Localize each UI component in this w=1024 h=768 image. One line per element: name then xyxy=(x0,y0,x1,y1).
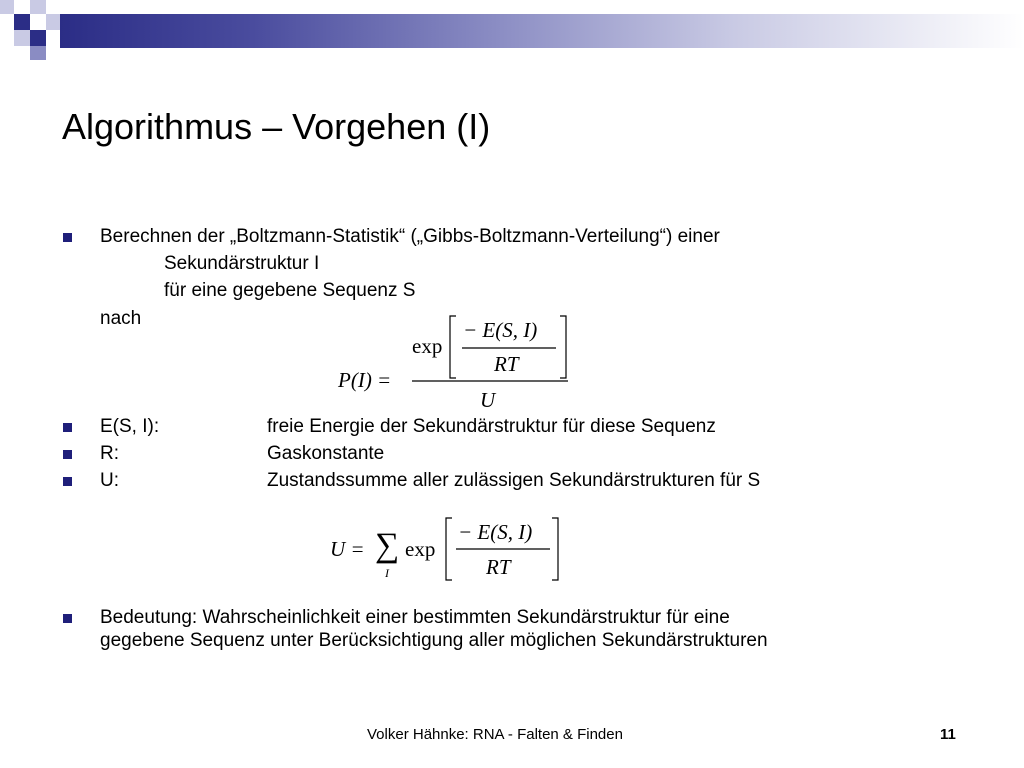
bullet-3-term: R: xyxy=(100,443,119,464)
slide-title: Algorithmus – Vorgehen (I) xyxy=(62,106,491,147)
formula-1-exp: exp xyxy=(412,334,443,358)
page-number: 11 xyxy=(940,726,956,743)
bullet-2-description: freie Energie der Sekundärstruktur für diese Sequenz xyxy=(267,416,716,437)
formula-1-inner-numerator: − E(S, I) xyxy=(463,318,538,342)
bullet-5-line-1: Bedeutung: Wahrscheinlichkeit einer bestimmten Sekundärstruktur für eine xyxy=(100,607,730,628)
bullet-marker xyxy=(63,233,72,242)
footer-text: Volker Hähnke: RNA - Falten & Finden xyxy=(367,726,623,743)
bullet-2-term: E(S, I): xyxy=(100,416,160,437)
bullet-1-line-3: für eine gegebene Sequenz S xyxy=(164,280,416,301)
bullet-marker xyxy=(63,423,72,432)
formula-2-sum: ∑ xyxy=(375,527,400,564)
bullet-marker xyxy=(63,614,72,623)
bullet-5-line-2: gegebene Sequenz unter Berücksichtigung aller möglichen Sekundärstrukturen xyxy=(100,630,768,651)
bullet-marker xyxy=(63,450,72,459)
formula-1-lhs: P(I) = xyxy=(338,368,392,392)
bullet-3-description: Gaskonstante xyxy=(267,443,385,464)
bullet-1-line-4: nach xyxy=(100,308,142,329)
formula-1-inner-denominator: RT xyxy=(494,352,519,376)
formula-2-inner-denominator: RT xyxy=(486,555,511,579)
formula-2-lhs: U = xyxy=(330,537,365,561)
bullet-4-description: Zustandssumme aller zulässigen Sekundärstrukturen für S xyxy=(267,470,761,491)
formula-2-sum-index: I xyxy=(385,566,389,580)
bullet-marker xyxy=(63,477,72,486)
formula-2-inner-numerator: − E(S, I) xyxy=(458,520,533,544)
formula-2-exp: exp xyxy=(405,537,436,561)
bullet-1-line-2: Sekundärstruktur I xyxy=(164,253,320,274)
formula-1-denominator: U xyxy=(480,388,496,412)
bullet-4-term: U: xyxy=(100,470,119,491)
bullet-1-line-1: Berechnen der „Boltzmann-Statistik“ („Gibbs-Boltzmann-Verteilung“) einer xyxy=(100,226,720,247)
